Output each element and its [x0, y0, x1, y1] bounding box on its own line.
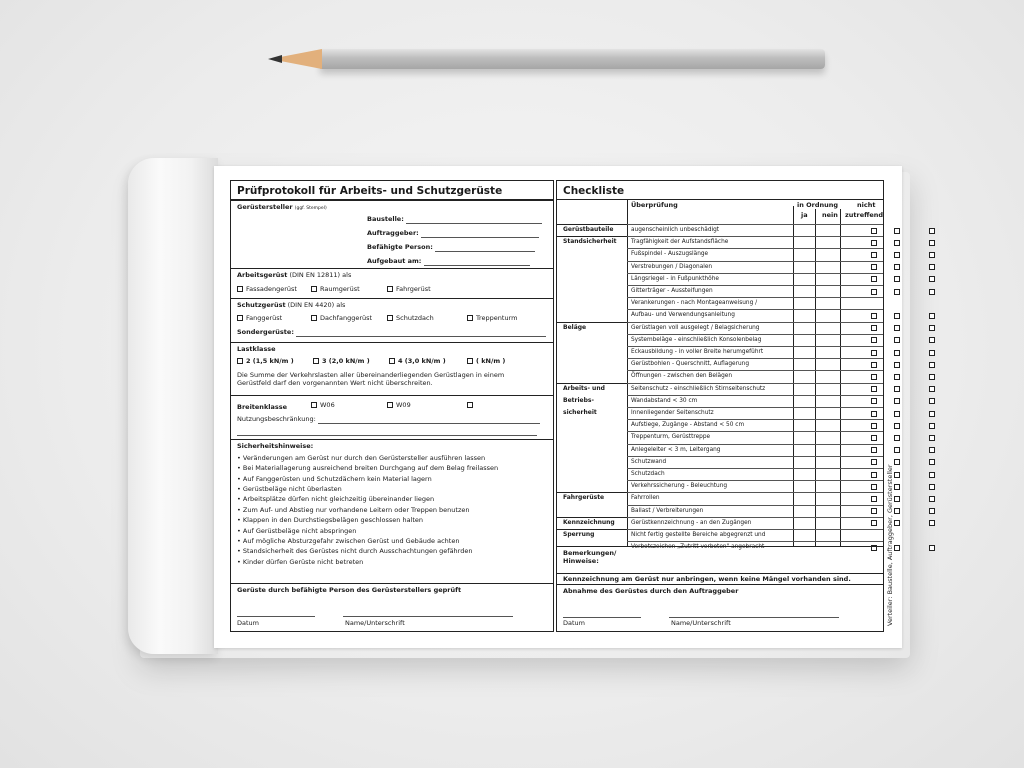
option-fanggeruest[interactable]: Fanggerüst: [237, 315, 282, 323]
checklist-row-label: Öffnungen - zwischen den Belägen: [631, 373, 733, 380]
checkbox-nicht-zutreffend[interactable]: [929, 252, 935, 258]
option-lastklasse-4[interactable]: 4 (3,0 kN/m ): [389, 358, 446, 366]
category-separator: [557, 383, 627, 384]
checkbox-nein[interactable]: [894, 423, 900, 429]
checkbox-nicht-zutreffend[interactable]: [929, 435, 935, 441]
abnahme-section: [557, 584, 883, 633]
sicherheit-item: • Auf mögliche Absturzgefahr zwischen Gerüst und Gebäude achten: [237, 536, 460, 545]
checkbox-nein[interactable]: [894, 325, 900, 331]
checkbox-nicht-zutreffend[interactable]: [929, 289, 935, 295]
checkbox-nein[interactable]: [894, 508, 900, 514]
head-ja: ja: [801, 211, 808, 219]
abnahme-label: Abnahme des Gerüstes durch den Auftraggeber: [563, 587, 739, 595]
checklist-row: [627, 224, 883, 236]
checklist-row: [627, 529, 883, 541]
checklist-table: [557, 200, 884, 551]
option-fahrgeruest[interactable]: Fahrgerüst: [387, 286, 431, 294]
checklist-row: [627, 297, 883, 309]
schutzgeruest-section: [231, 298, 553, 342]
checkbox-nicht-zutreffend[interactable]: [929, 459, 935, 465]
checklist-row-label: Eckausbildung - in voller Breite herumgeführt: [631, 349, 764, 355]
checkbox-ja[interactable]: [871, 276, 877, 282]
sondergerueste-field[interactable]: Sondergerüste:: [237, 329, 546, 337]
checklist-row-label: Schutzwand: [631, 458, 667, 465]
checkbox-ja[interactable]: [871, 289, 877, 295]
pad-binding-roll: [128, 158, 218, 654]
auftraggeber-field[interactable]: Auftraggeber:: [367, 230, 539, 238]
option-raumgeruest[interactable]: Raumgerüst: [311, 286, 360, 294]
checklist-row: [627, 517, 883, 529]
sicherheit-item: • Veränderungen am Gerüst nur durch den Gerüstersteller ausführen lassen: [237, 453, 486, 462]
lastklasse-section: [231, 342, 553, 395]
sicherheit-item: • Zum Auf- und Abstieg nur vorhandene Leitern oder Treppen benutzen: [237, 505, 470, 514]
checkbox-nein[interactable]: [894, 374, 900, 380]
checkbox-ja[interactable]: [871, 508, 877, 514]
checkbox-nein[interactable]: [894, 362, 900, 368]
checkbox-nicht-zutreffend[interactable]: [929, 484, 935, 490]
geruestersteller-label: Gerüstersteller: [237, 203, 293, 211]
hinweise-label: Hinweise:: [563, 556, 599, 565]
category-separator: [557, 492, 627, 493]
checkbox-nicht-zutreffend[interactable]: [929, 276, 935, 282]
checklist-category: Betriebs-: [563, 396, 594, 404]
checkbox-nein[interactable]: [894, 289, 900, 295]
abnahme-signature-line[interactable]: [669, 610, 839, 618]
checkbox-nein[interactable]: [894, 350, 900, 356]
abnahme-signature-label: Name/Unterschrift: [671, 619, 731, 627]
checkbox-ja[interactable]: [871, 325, 877, 331]
lastklasse-label: Lastklasse: [237, 345, 276, 353]
header-section: [231, 200, 553, 268]
gepruft-section: [231, 583, 553, 633]
head-ueberpruefung: Überprüfung: [631, 201, 678, 209]
category-separator: [557, 517, 627, 518]
protocol-form: [230, 180, 554, 632]
checklist-row-label: Schutzdach: [631, 471, 665, 477]
checklist-row: [627, 261, 883, 273]
checkbox-nicht-zutreffend[interactable]: [929, 545, 935, 551]
kennzeichnung-note: Kennzeichnung am Gerüst nur anbringen, wenn keine Mängel vorhanden sind.: [557, 573, 883, 584]
option-lastklasse-custom[interactable]: ( kN/m ): [467, 358, 505, 366]
checkbox-nein[interactable]: [894, 411, 900, 417]
checklist-row-label: Gerüstlagen voll ausgelegt / Belagsicherung: [631, 324, 760, 331]
distribution-note: Verteiler: Baustelle, Auftraggeber, Gerüstersteller: [886, 464, 894, 626]
pencil: [268, 48, 828, 72]
checklist-row-label: Verbotszeichen „Zutritt verboten" angebracht: [631, 544, 765, 551]
checkbox-nein[interactable]: [894, 240, 900, 246]
sicherheit-item: • Gerüstbeläge nicht überlasten: [237, 484, 342, 493]
checklist-row-label: Nicht fertig gestellte Bereiche abgegrenzt und: [631, 532, 766, 538]
arbeitsgeruest-section: [231, 268, 553, 298]
form-sheet: [214, 166, 902, 648]
checklist-row-label: Innenliegender Seitenschutz: [631, 410, 714, 416]
head-in-ordnung: in Ordnung: [797, 201, 839, 209]
checkbox-nein[interactable]: [894, 484, 900, 490]
checkbox-ja[interactable]: [871, 484, 877, 490]
head-nein: nein: [822, 211, 838, 219]
bemerkungen-section: [557, 546, 883, 573]
schutzgeruest-norm: (DIN EN 4420) als: [287, 301, 346, 309]
checklist-row-label: Ballast / Verbreiterungen: [631, 507, 704, 514]
checkbox-ja[interactable]: [871, 459, 877, 465]
option-lastklasse-2[interactable]: 2 (1,5 kN/m ): [237, 358, 294, 366]
checklist-row: [627, 248, 883, 260]
checklist-row: [627, 322, 883, 334]
checklist-row-label: augenscheinlich unbeschädigt: [631, 227, 720, 233]
checklist-row: [627, 407, 883, 419]
checklist-category: Gerüstbauteile: [563, 226, 614, 233]
breitenklasse-label: Breitenklasse: [237, 403, 288, 411]
sicherheit-list: [237, 455, 547, 567]
sicherheit-item: • Klappen in den Durchstiegsbelägen geschlossen halten: [237, 516, 424, 525]
checklist-row: [627, 431, 883, 443]
category-separator: [557, 322, 627, 323]
checkbox-nicht-zutreffend[interactable]: [929, 228, 935, 234]
stamp-note: (ggf. Stempel): [294, 206, 327, 211]
nutzung-line-2[interactable]: [237, 428, 537, 436]
checkbox-ja[interactable]: [871, 447, 877, 453]
breitenklasse-section: [231, 395, 553, 439]
checklist-row-label: Gerüstbohlen - Querschnitt, Auflagerung: [631, 361, 750, 368]
checklist-row-label: Aufbau- und Verwendungsanleitung: [631, 312, 735, 319]
checklist-row-label: Gitterträger - Aussteifungen: [631, 288, 713, 294]
checkbox-nein[interactable]: [894, 435, 900, 441]
checklist-row: [627, 358, 883, 370]
checklist-title: Checkliste: [557, 181, 883, 200]
option-w09[interactable]: W09: [387, 402, 411, 410]
gepruft-label: Gerüste durch befähigte Person des Gerüsterstellers geprüft: [237, 586, 462, 594]
checklist-row: [627, 456, 883, 468]
checkbox-nicht-zutreffend[interactable]: [929, 496, 935, 502]
checkbox-nein[interactable]: [894, 545, 900, 551]
option-treppenturm[interactable]: Treppenturm: [467, 315, 517, 323]
checklist-row-label: Fußspindel - Auszugslänge: [631, 251, 709, 258]
checkbox-nicht-zutreffend[interactable]: [929, 398, 935, 404]
checklist-row-label: Seitenschutz - einschließlich Stirnseitenschutz: [631, 385, 766, 392]
checkbox-ja[interactable]: [871, 228, 877, 234]
option-lastklasse-3[interactable]: 3 (2,0 kN/m ): [313, 358, 370, 366]
checkbox-nicht-zutreffend[interactable]: [929, 325, 935, 331]
protocol-title: Prüfprotokoll für Arbeits- und Schutzgerüste: [231, 181, 553, 200]
sicherheit-item: • Standsicherheit des Gerüstes nicht durch Ausschachtungen gefährden: [237, 547, 473, 556]
checkbox-ja[interactable]: [871, 423, 877, 429]
checkbox-nein[interactable]: [894, 496, 900, 502]
sicherheit-item: • Auf Gerüstbeläge nicht abspringen: [237, 526, 357, 535]
checklist-row: [627, 285, 883, 297]
bemerkungen-label: Bemerkungen/: [563, 549, 617, 557]
checklist-row-label: Aufstiege, Zugänge - Abstand < 50 cm: [631, 422, 745, 429]
category-separator: [557, 236, 627, 237]
datum-line[interactable]: [237, 609, 315, 617]
arbeitsgeruest-label: Arbeitsgerüst: [237, 271, 288, 279]
checklist-category: sicherheit: [563, 409, 597, 416]
checkbox-ja[interactable]: [871, 496, 877, 502]
checkbox-nicht-zutreffend[interactable]: [929, 362, 935, 368]
checkbox-nicht-zutreffend[interactable]: [929, 313, 935, 319]
checklist-row: [627, 480, 883, 492]
checkbox-ja[interactable]: [871, 435, 877, 441]
sicherheit-item: • Arbeitsplätze dürfen nicht gleichzeitig übereinander liegen: [237, 495, 435, 504]
checklist-form: [556, 180, 884, 632]
checklist-row: [627, 395, 883, 407]
checkbox-nein[interactable]: [894, 447, 900, 453]
sicherheit-section: [231, 439, 553, 583]
checkbox-ja[interactable]: [871, 350, 877, 356]
checkbox-nein[interactable]: [894, 337, 900, 343]
checkbox-nicht-zutreffend[interactable]: [929, 423, 935, 429]
checklist-row-label: Verkehrssicherung - Beleuchtung: [631, 483, 728, 490]
arbeitsgeruest-norm: (DIN EN 12811) als: [289, 271, 352, 279]
checkbox-ja[interactable]: [871, 313, 877, 319]
checklist-category: Arbeits- und: [563, 384, 605, 392]
lastklasse-note: Die Summe der Verkehrslasten aller übereinanderliegenden Gerüstlagen in einem Gerüstfeld darf den vorgenannten Wert nicht überschreiten.: [237, 371, 505, 387]
checklist-row-label: Verstrebungen / Diagonalen: [631, 263, 713, 270]
nutzung-field[interactable]: Nutzungsbeschränkung:: [237, 416, 540, 424]
checkbox-nicht-zutreffend[interactable]: [929, 337, 935, 343]
checklist-category: Beläge: [563, 323, 587, 331]
option-breite-custom[interactable]: [467, 402, 476, 410]
checkbox-nein[interactable]: [894, 520, 900, 526]
checklist-row: [627, 346, 883, 358]
checklist-row-label: Gerüstkennzeichnung - an den Zugängen: [631, 519, 752, 526]
checklist-row: [627, 419, 883, 431]
checkbox-ja[interactable]: [871, 386, 877, 392]
sicherheit-item: • Kinder dürfen Gerüste nicht betreten: [237, 557, 364, 566]
pencil-body: [320, 49, 825, 69]
checkbox-ja[interactable]: [871, 264, 877, 270]
checkbox-nicht-zutreffend[interactable]: [929, 374, 935, 380]
checkbox-ja[interactable]: [871, 374, 877, 380]
checklist-row-label: Verankerungen - nach Montageanweisung /: [631, 300, 758, 307]
checklist-row-label: Längsriegel - in Fußpunkthöhe: [631, 275, 719, 282]
option-dachfanggeruest[interactable]: Dachfanggerüst: [311, 315, 372, 323]
befaehigte-person-field[interactable]: Befähigte Person:: [367, 244, 535, 252]
checkbox-ja[interactable]: [871, 240, 877, 246]
sicherheit-item: • Auf Fanggerüsten und Schutzdächern kein Material lagern: [237, 474, 432, 483]
option-fassadengeruest[interactable]: Fassadengerüst: [237, 286, 297, 294]
checklist-row: [627, 309, 883, 321]
category-separator: [557, 224, 627, 225]
checkbox-nicht-zutreffend[interactable]: [929, 508, 935, 514]
checkbox-ja[interactable]: [871, 472, 877, 478]
abnahme-datum-label: Datum: [563, 619, 585, 627]
option-w06[interactable]: W06: [311, 402, 335, 410]
checkbox-nicht-zutreffend[interactable]: [929, 447, 935, 453]
checkbox-nicht-zutreffend[interactable]: [929, 386, 935, 392]
checklist-row-label: Treppenturm, Gerüsttreppe: [631, 434, 711, 441]
checkbox-ja[interactable]: [871, 411, 877, 417]
checkbox-nein[interactable]: [894, 398, 900, 404]
signature-label: Name/Unterschrift: [345, 619, 405, 627]
checklist-category: Sperrung: [563, 531, 595, 538]
checklist-row: [627, 468, 883, 480]
checkbox-ja[interactable]: [871, 337, 877, 343]
checkbox-nicht-zutreffend[interactable]: [929, 264, 935, 270]
head-nicht: nicht: [857, 201, 876, 209]
pencil-lead: [268, 55, 282, 63]
checklist-category: Fahrgerüste: [563, 494, 605, 502]
sicherheit-item: • Bei Materiallagerung ausreichend breiten Durchgang auf dem Belag freilassen: [237, 464, 499, 473]
checklist-category: Standsicherheit: [563, 238, 617, 246]
checkbox-nicht-zutreffend[interactable]: [929, 520, 935, 526]
checklist-row: [627, 273, 883, 285]
checklist-row-label: Wandabstand < 30 cm: [631, 397, 698, 404]
head-zutreffend: zutreffend: [845, 211, 884, 219]
checklist-row: [627, 236, 883, 248]
checkbox-nein[interactable]: [894, 276, 900, 282]
checkbox-nein[interactable]: [894, 459, 900, 465]
checkbox-nicht-zutreffend[interactable]: [929, 240, 935, 246]
option-schutzdach[interactable]: Schutzdach: [387, 315, 434, 323]
datum-label: Datum: [237, 619, 259, 627]
checklist-row-label: Systembeläge - einschließlich Konsolenbelag: [631, 336, 762, 343]
checkbox-nicht-zutreffend[interactable]: [929, 411, 935, 417]
checklist-row-label: Anlegeleiter < 3 m, Leitergang: [631, 446, 721, 453]
category-separator: [557, 529, 627, 530]
baustelle-field[interactable]: Baustelle:: [367, 216, 542, 224]
schutzgeruest-label: Schutzgerüst: [237, 301, 286, 309]
checkbox-nein[interactable]: [894, 264, 900, 270]
checklist-row: [627, 444, 883, 456]
checkbox-nein[interactable]: [894, 386, 900, 392]
checkbox-ja[interactable]: [871, 398, 877, 404]
checklist-row: [627, 334, 883, 346]
checkbox-nicht-zutreffend[interactable]: [929, 350, 935, 356]
checkbox-nein[interactable]: [894, 252, 900, 258]
checklist-row: [627, 505, 883, 517]
checklist-category: Kennzeichnung: [563, 518, 615, 526]
checkbox-nein[interactable]: [894, 313, 900, 319]
checkbox-ja[interactable]: [871, 520, 877, 526]
signature-line[interactable]: [343, 609, 513, 617]
abnahme-datum-line[interactable]: [563, 610, 641, 618]
checklist-row: [627, 370, 883, 382]
checkbox-nicht-zutreffend[interactable]: [929, 472, 935, 478]
checkbox-nein[interactable]: [894, 228, 900, 234]
checklist-row: [627, 492, 883, 504]
checklist-row-label: Tragfähigkeit der Aufstandsfläche: [631, 239, 729, 246]
checkbox-ja[interactable]: [871, 252, 877, 258]
checklist-row-label: Fahrrollen: [631, 495, 660, 502]
aufgebaut-am-field[interactable]: Aufgebaut am:: [367, 258, 530, 266]
sicherheit-label: Sicherheitshinweise:: [237, 442, 314, 450]
checklist-row: [627, 383, 883, 395]
checkbox-nein[interactable]: [894, 472, 900, 478]
checkbox-ja[interactable]: [871, 362, 877, 368]
